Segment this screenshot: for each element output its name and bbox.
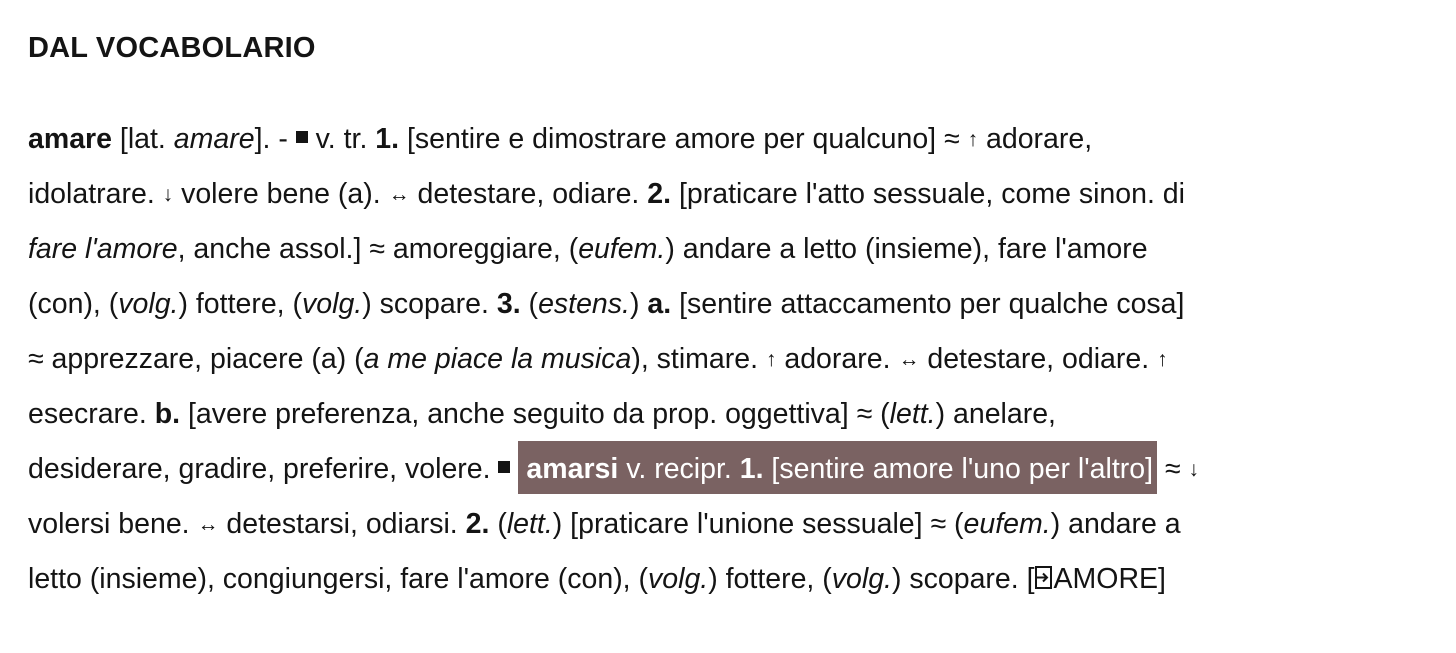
synonym-text: ) andare a letto (insieme), fare l'amore: [665, 233, 1148, 265]
subsense-letter: a.: [647, 288, 672, 320]
arrow-left-right-icon: ↔: [898, 348, 920, 371]
italic-text: fare l'amore: [28, 233, 178, 265]
definition-text: [sentire e dimostrare amore per qualcuno] ≈: [399, 123, 968, 155]
synonym-text: letto (insieme), congiungersi, fare l'amore (con), (: [28, 563, 649, 595]
sense-number: 1.: [739, 453, 764, 485]
synonym-text: volersi bene.: [28, 508, 198, 540]
arrow-up-icon: ↑: [1157, 348, 1168, 371]
subsense-letter: b.: [154, 398, 181, 430]
synonym-text: adorare,: [978, 123, 1093, 155]
entry-line-9: [28, 552, 1428, 607]
paren-close: ): [629, 288, 648, 320]
synonym-text: ) fottere, (: [708, 563, 832, 595]
arrow-into-box-icon: [1035, 566, 1052, 589]
antonym-text: detestare, odiare.: [919, 343, 1158, 375]
synonym-text: ) andare a: [1050, 508, 1181, 540]
entry-line-4: [28, 277, 1428, 332]
entry-line-6: [28, 387, 1428, 442]
sense-number: 2.: [647, 178, 672, 210]
antonym-text: esecrare.: [28, 398, 155, 430]
black-square-icon: [498, 461, 510, 473]
synonym-text: volere bene (a).: [173, 178, 389, 210]
synonym-text: idolatrare.: [28, 178, 163, 210]
entry-line-3: [28, 222, 1428, 277]
bracket-close: ]: [1158, 563, 1166, 595]
synonym-text: ) scopare.: [362, 288, 497, 320]
register-label: eufem.: [578, 233, 666, 265]
entry-line-2: [28, 167, 1428, 222]
example-text: a me piace la musica: [363, 343, 632, 375]
register-label: estens.: [538, 288, 630, 320]
synonym-text: adorare.: [776, 343, 899, 375]
synonym-text: (con), (: [28, 288, 119, 320]
cross-reference-link[interactable]: [1035, 563, 1159, 595]
section-heading: DAL VOCABOLARIO: [28, 32, 316, 64]
dictionary-entry: [28, 112, 1428, 607]
register-label: eufem.: [963, 508, 1051, 540]
headword: amare: [28, 123, 112, 155]
definition-text: [sentire amore l'uno per l'altro]: [763, 453, 1153, 485]
antonym-text: detestare, odiare.: [409, 178, 648, 210]
definition-text: ) [praticare l'unione sessuale] ≈ (: [552, 508, 964, 540]
antonym-text: detestarsi, odiarsi.: [218, 508, 466, 540]
black-square-icon: [296, 131, 308, 143]
arrow-down-icon: ↓: [162, 183, 174, 206]
cross-reference-label: AMORE: [1053, 563, 1159, 595]
definition-text: , anche assol.] ≈ amoreggiare, (: [177, 233, 579, 265]
register-label: lett.: [889, 398, 936, 430]
etymology-latin: amare: [173, 123, 255, 155]
register-label: volg.: [648, 563, 709, 595]
synonym-text: ) scopare. [: [891, 563, 1035, 595]
etymology-open: [lat.: [111, 123, 174, 155]
register-label: volg.: [302, 288, 363, 320]
entry-line-1: [28, 112, 1428, 167]
definition-text: [praticare l'atto sessuale, come sinon. di: [671, 178, 1185, 210]
paren-open: (: [489, 508, 507, 540]
arrow-up-icon: ↑: [765, 348, 777, 371]
arrow-down-icon: ↓: [1188, 458, 1199, 481]
grammar-label: v. tr.: [307, 123, 376, 155]
register-label: volg.: [118, 288, 179, 320]
headword-reciprocal: amarsi: [526, 453, 619, 485]
entry-line-5: [28, 332, 1428, 387]
definition-text: [avere preferenza, anche seguito da prop. oggettiva] ≈ (: [180, 398, 890, 430]
entry-line-8: [28, 497, 1428, 552]
etymology-close: ]. -: [254, 123, 296, 155]
register-label: volg.: [831, 563, 892, 595]
synonym-text: ) fottere, (: [178, 288, 303, 320]
arrow-left-right-icon: ↔: [388, 183, 410, 206]
synonym-text: desiderare, gradire, preferire, volere.: [28, 453, 499, 485]
register-label: lett.: [506, 508, 553, 540]
arrow-up-icon: ↑: [967, 128, 979, 151]
definition-text: [sentire attaccamento per qualche cosa]: [671, 288, 1185, 320]
synonym-text: ) anelare,: [935, 398, 1056, 430]
arrow-left-right-icon: ↔: [197, 513, 219, 536]
highlighted-selection[interactable]: [518, 441, 1157, 494]
sense-number: 1.: [375, 123, 400, 155]
synonym-text: ), stimare.: [631, 343, 766, 375]
synonym-text: ≈ apprezzare, piacere (a) (: [28, 343, 364, 375]
paren-open: (: [520, 288, 539, 320]
grammar-label: v. recipr.: [618, 453, 740, 485]
approx-symbol: ≈: [1157, 453, 1189, 485]
sense-number: 3.: [496, 288, 521, 320]
sense-number: 2.: [465, 508, 490, 540]
entry-line-7: [28, 442, 1428, 497]
